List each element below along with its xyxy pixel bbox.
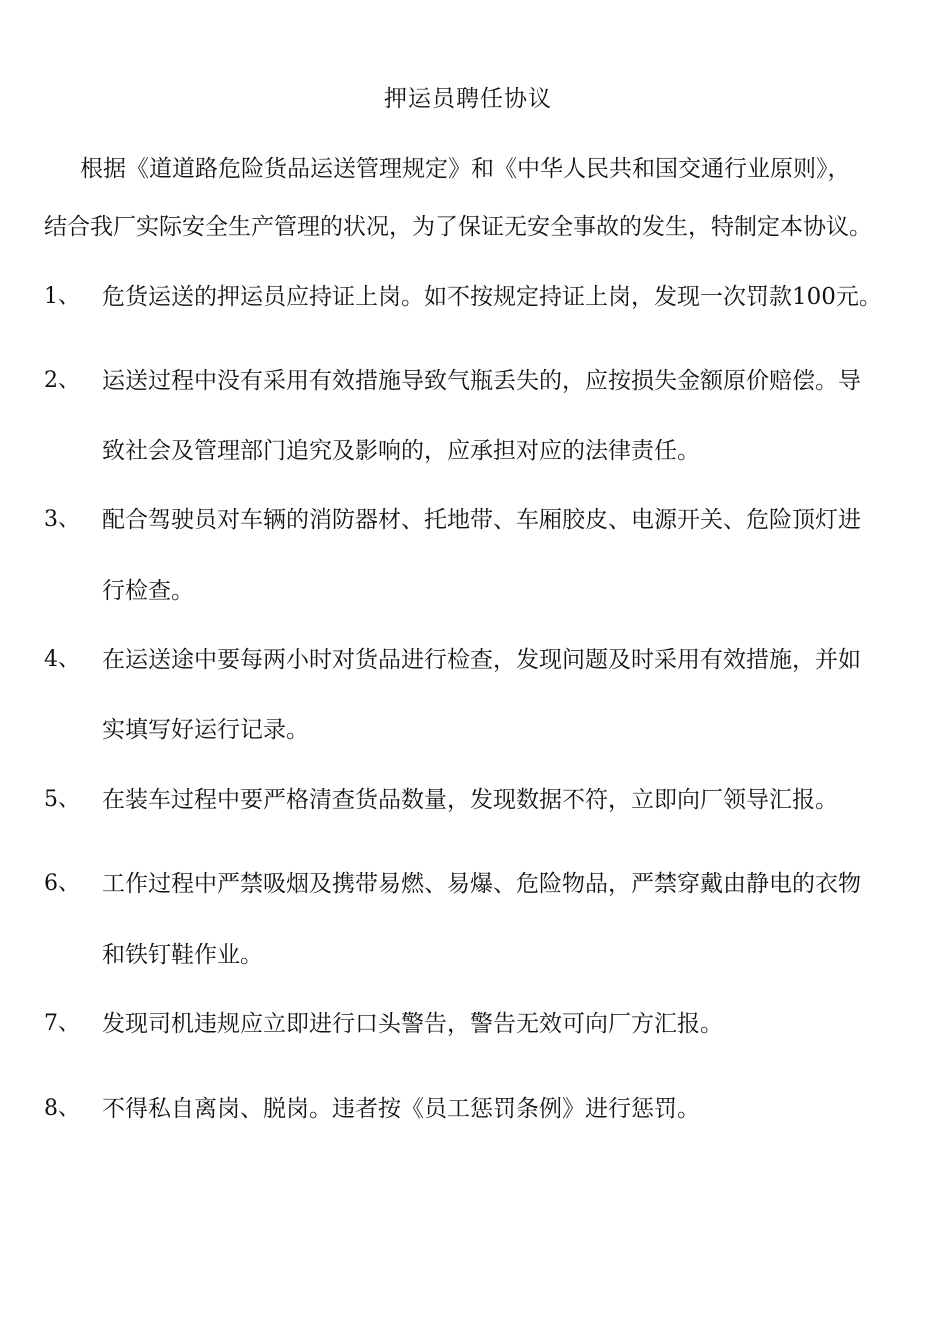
item-2-text-line-1: 运送过程中没有采用有效措施导致气瓶丢失的，应按损失金额原价赔偿。导	[102, 368, 861, 394]
item-7-text-line-1: 发现司机违规应立即进行口头警告，警告无效可向厂方汇报。	[102, 1011, 723, 1037]
document-title: 押运员聘任协议	[384, 86, 552, 112]
item-3-number: 3、	[44, 507, 80, 532]
item-3-text-line-1: 配合驾驶员对车辆的消防器材、托地带、车厢胶皮、电源开关、危险顶灯进	[102, 507, 861, 533]
item-4-text-line-2: 实填写好运行记录。	[102, 717, 309, 743]
item-8-text-line-1: 不得私自离岗、脱岗。违者按《员工惩罚条例》进行惩罚。	[102, 1096, 700, 1122]
item-4-number: 4、	[44, 647, 80, 672]
item-6-text-line-1: 工作过程中严禁吸烟及携带易燃、易爆、危险物品，严禁穿戴由静电的衣物	[102, 871, 861, 897]
item-7-number: 7、	[44, 1011, 80, 1036]
item-5-number: 5、	[44, 787, 80, 812]
intro-paragraph-line-1: 根据《道道路危险货品运送管理规定》和《中华人民共和国交通行业原则》，	[80, 156, 851, 182]
item-8-number: 8、	[44, 1096, 80, 1121]
item-3-text-line-2: 行检查。	[102, 578, 194, 604]
item-1-text-line-1: 危货运送的押运员应持证上岗。如不按规定持证上岗，发现一次罚款100元。	[102, 284, 882, 310]
item-4-text-line-1: 在运送途中要每两小时对货品进行检查，发现问题及时采用有效措施，并如	[102, 647, 861, 673]
item-6-text-line-2: 和铁钉鞋作业。	[102, 942, 263, 968]
item-2-number: 2、	[44, 368, 80, 393]
intro-paragraph-line-2: 结合我厂实际安全生产管理的状况，为了保证无安全事故的发生，特制定本协议。	[44, 214, 872, 240]
item-2-text-line-2: 致社会及管理部门追究及影响的，应承担对应的法律责任。	[102, 438, 700, 464]
item-1-number: 1、	[44, 284, 80, 309]
item-5-text-line-1: 在装车过程中要严格清查货品数量，发现数据不符，立即向厂领导汇报。	[102, 787, 838, 813]
item-6-number: 6、	[44, 871, 80, 896]
